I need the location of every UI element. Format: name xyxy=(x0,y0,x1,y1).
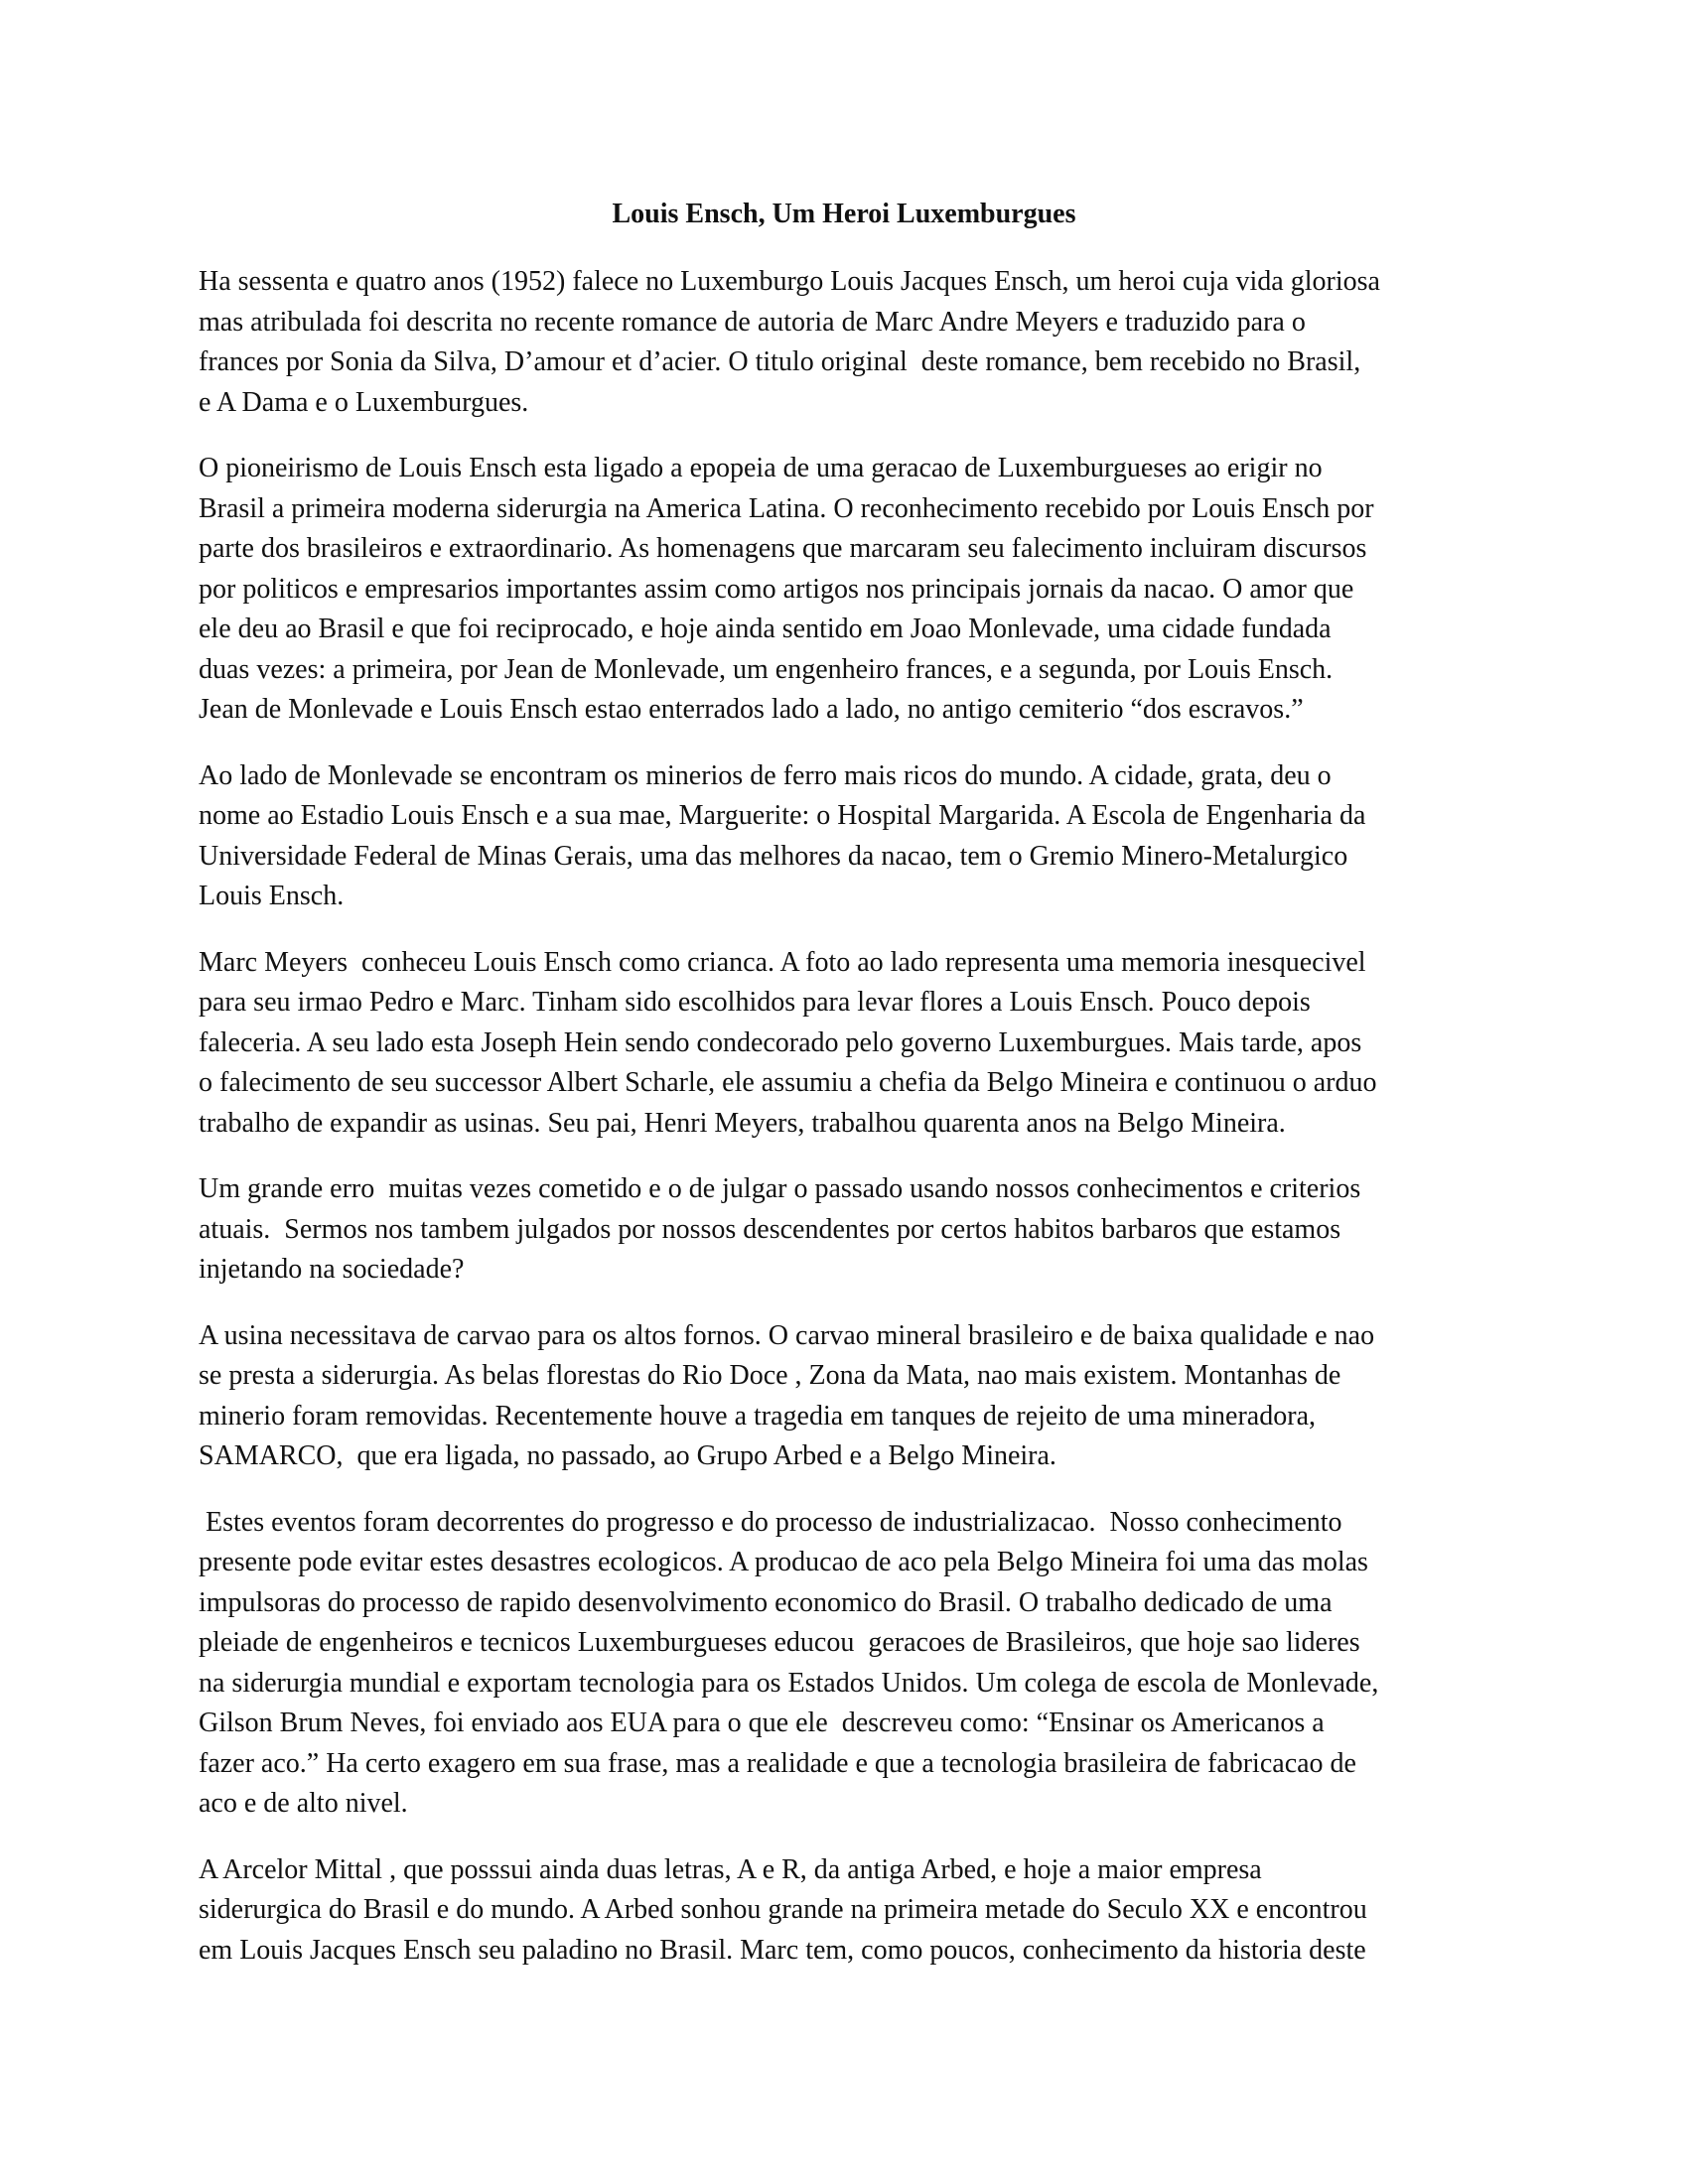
paragraph xyxy=(199,943,1489,1145)
text-line: Jean de Monlevade e Louis Ensch estao enterrados lado a lado, no antigo cemiterio “dos escravos.” xyxy=(199,694,1304,725)
text-line: fazer aco.” Ha certo exagero em sua frase, mas a realidade e que a tecnologia brasileira de fabricacao de xyxy=(199,1747,1356,1779)
text-line: atuais. Sermos nos tambem julgados por nossos descendentes por certos habitos barbaros que estamos xyxy=(199,1213,1341,1245)
text-line: Estes eventos foram decorrentes do progresso e do processo de industrializacao. Nosso conhecimento xyxy=(199,1506,1342,1538)
text-line: Um grande erro muitas vezes cometido e o de julgar o passado usando nossos conhecimentos e criterios xyxy=(199,1173,1361,1204)
text-line: Universidade Federal de Minas Gerais, uma das melhores da nacao, tem o Gremio Minero-Metalurgico xyxy=(199,840,1348,872)
paragraph xyxy=(199,1850,1489,1972)
paragraph xyxy=(199,449,1489,731)
text-line: Louis Ensch. xyxy=(199,881,345,911)
text-line: na siderurgia mundial e exportam tecnologia para os Estados Unidos. Um colega de escola de Monlevade, xyxy=(199,1667,1379,1699)
text-line: A usina necessitava de carvao para os altos fornos. O carvao mineral brasileiro e de baixa qualidade e nao xyxy=(199,1319,1375,1351)
paragraph xyxy=(199,1503,1489,1825)
text-line: duas vezes: a primeira, por Jean de Monlevade, um engenheiro frances, e a segunda, por Louis Ensch. xyxy=(199,653,1334,685)
text-line: injetando na sociedade? xyxy=(199,1254,465,1285)
text-line: siderurgica do Brasil e do mundo. A Arbed sonhou grande na primeira metade do Seculo XX e encontrou xyxy=(199,1894,1367,1925)
text-line: se presta a siderurgia. As belas florestas do Rio Doce , Zona da Mata, nao mais existem. Montanhas de xyxy=(199,1360,1341,1391)
paragraph xyxy=(199,1169,1489,1291)
text-line: nome ao Estadio Louis Ensch e a sua mae, Marguerite: o Hospital Margarida. A Escola de Engenharia da xyxy=(199,800,1366,831)
document-title: Louis Ensch, Um Heroi Luxemburgues xyxy=(612,199,1076,229)
text-line: faleceria. A seu lado esta Joseph Hein sendo condecorado pelo governo Luxemburgues. Mais tarde, apos xyxy=(199,1026,1362,1058)
text-line: impulsoras do processo de rapido desenvolvimento economico do Brasil. O trabalho dedicado de uma xyxy=(199,1586,1333,1618)
text-line: Gilson Brum Neves, foi enviado aos EUA para o que ele descreveu como: “Ensinar os Americanos a xyxy=(199,1707,1325,1738)
text-line: em Louis Jacques Ensch seu paladino no Brasil. Marc tem, como poucos, conhecimento da historia deste xyxy=(199,1934,1366,1966)
text-line: pleiade de engenheiros e tecnicos Luxemburgueses educou geracoes de Brasileiros, que hoje sao lideres xyxy=(199,1627,1360,1658)
text-line: frances por Sonia da Silva, D’amour et d’acier. O titulo original deste romance, bem recebido no Brasil, xyxy=(199,346,1361,377)
text-line: por politicos e empresarios importantes assim como artigos nos principais jornais da nacao. O amor que xyxy=(199,573,1354,605)
text-line: aco e de alto nivel. xyxy=(199,1788,408,1819)
text-line: SAMARCO, que era ligada, no passado, ao Grupo Arbed e a Belgo Mineira. xyxy=(199,1440,1056,1471)
text-line: ele deu ao Brasil e que foi reciprocado, e hoje ainda sentido em Joao Monlevade, uma cidade fundada xyxy=(199,614,1332,644)
paragraph xyxy=(199,262,1489,423)
document-page xyxy=(199,195,1489,1996)
text-line: para seu irmao Pedro e Marc. Tinham sido escolhidos para levar flores a Louis Ensch. Pouco depois xyxy=(199,987,1311,1018)
text-line: A Arcelor Mittal , que posssui ainda duas letras, A e R, da antiga Arbed, e hoje a maior empresa xyxy=(199,1853,1262,1885)
text-line: Ha sessenta e quatro anos (1952) falece no Luxemburgo Louis Jacques Ensch, um heroi cuja vida gloriosa xyxy=(199,266,1380,297)
text-line: o falecimento de seu successor Albert Scharle, ele assumiu a chefia da Belgo Mineira e continuou o arduo xyxy=(199,1067,1377,1098)
text-line: presente pode evitar estes desastres ecologicos. A producao de aco pela Belgo Mineira foi uma das molas xyxy=(199,1547,1368,1577)
text-line: Marc Meyers conheceu Louis Ensch como crianca. A foto ao lado representa uma memoria inesquecivel xyxy=(199,946,1366,978)
text-line: minerio foram removidas. Recentemente houve a tragedia em tanques de rejeito de uma mineradora, xyxy=(199,1400,1316,1432)
document-body xyxy=(199,262,1489,1971)
paragraph xyxy=(199,1316,1489,1477)
text-line: e A Dama e o Luxemburgues. xyxy=(199,386,529,418)
paragraph xyxy=(199,756,1489,917)
text-line: mas atribulada foi descrita no recente romance de autoria de Marc Andre Meyers e traduzido para o xyxy=(199,306,1306,338)
text-line: parte dos brasileiros e extraordinario. As homenagens que marcaram seu falecimento incluiram discursos xyxy=(199,533,1367,564)
text-line: Ao lado de Monlevade se encontram os minerios de ferro mais ricos do mundo. A cidade, grata, deu o xyxy=(199,759,1332,791)
text-line: O pioneirismo de Louis Ensch esta ligado a epopeia de uma geracao de Luxemburgueses ao erigir no xyxy=(199,453,1323,483)
text-line: trabalho de expandir as usinas. Seu pai, Henri Meyers, trabalhou quarenta anos na Belgo Mineira. xyxy=(199,1107,1286,1139)
text-line: Brasil a primeira moderna siderurgia na America Latina. O reconhecimento recebido por Louis Ensch por xyxy=(199,492,1374,524)
